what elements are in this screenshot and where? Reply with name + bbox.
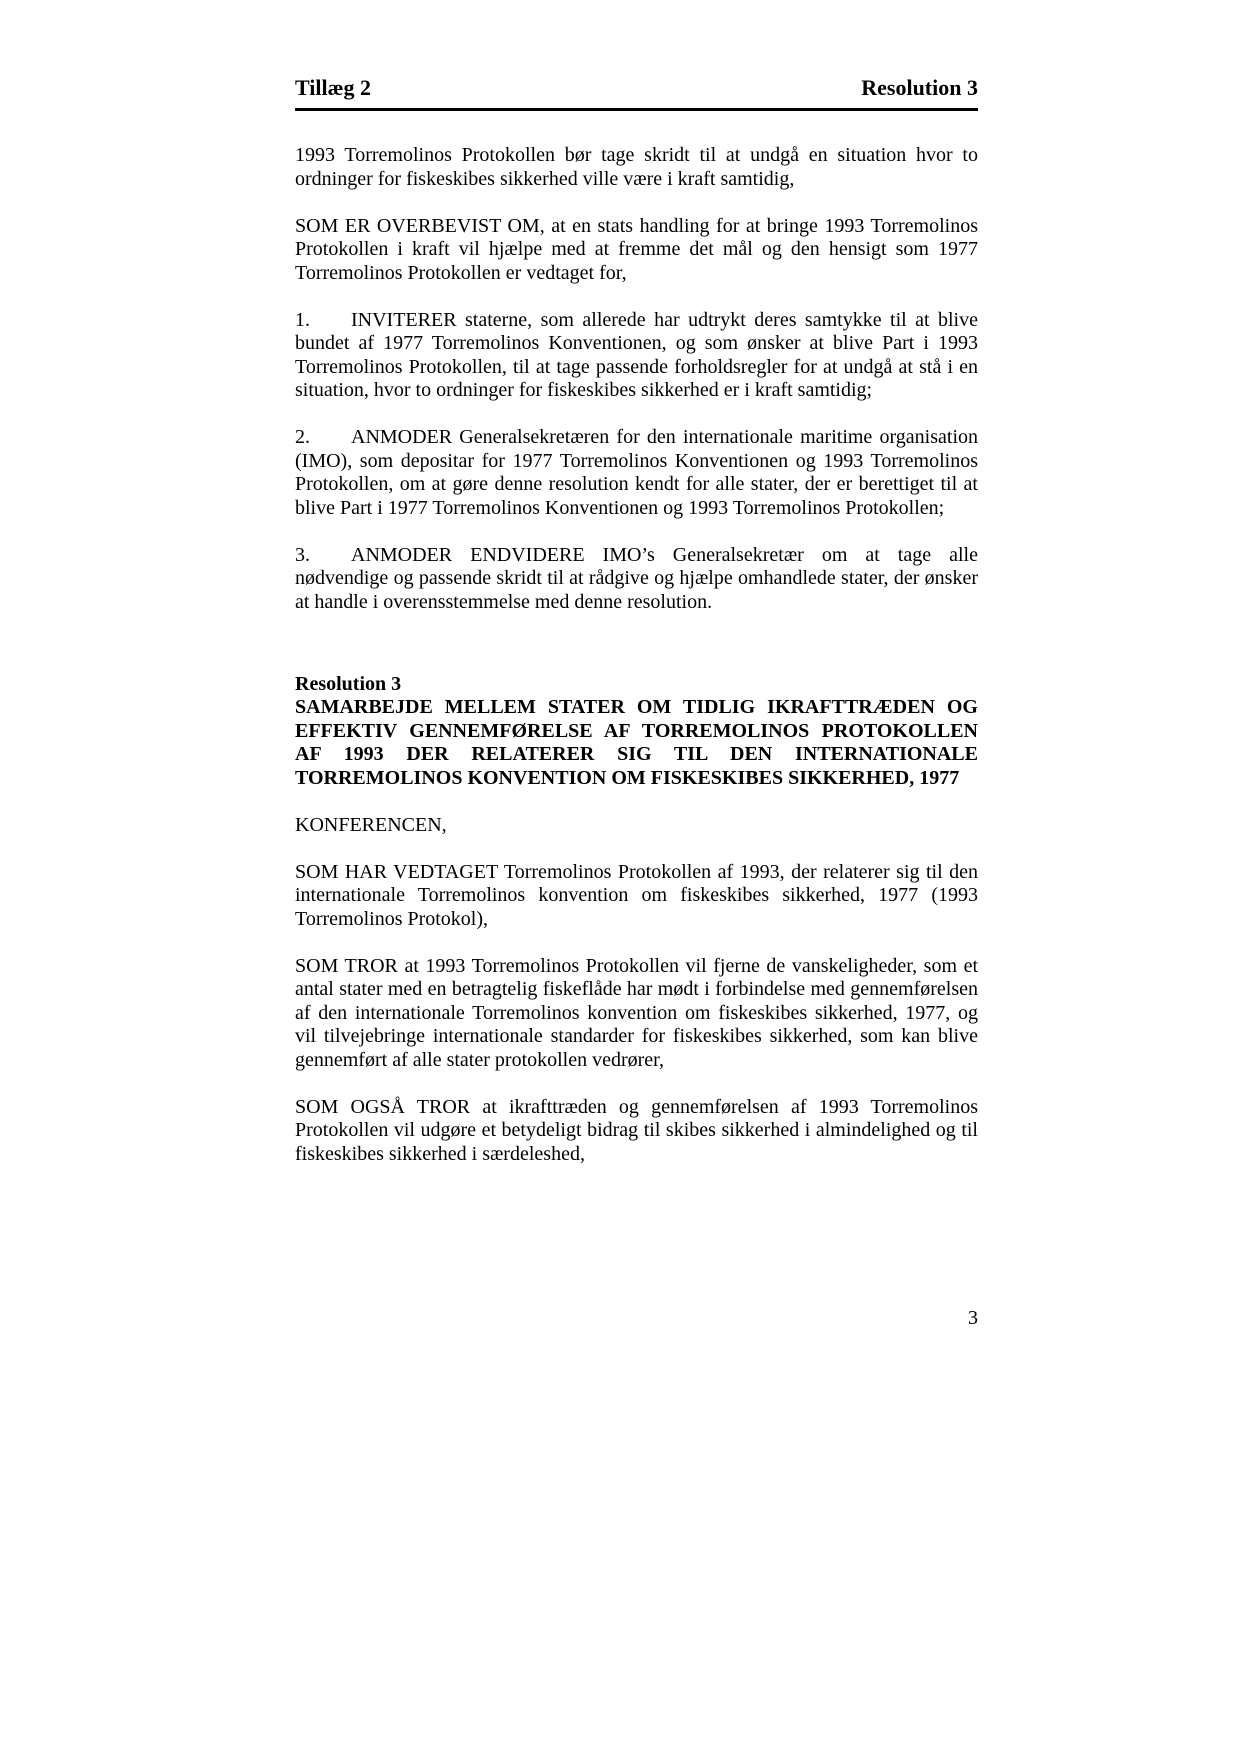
paragraph-number: 2.: [295, 426, 310, 448]
header-left: Tillæg 2: [295, 75, 372, 100]
paragraph-text: ANMODER ENDVIDERE IMO’s Generalsekretær om at tage alle nødvendige og passende skridt til at rådgive og hjælpe omhandlede stater, der ønsker at handle i overensstemmelse med denne resolution.: [295, 543, 978, 613]
paragraph: SOM HAR VEDTAGET Torremolinos Protokollen af 1993, der relaterer sig til den internationale Torremolinos konvention om fiskeskibes sikkerhed, 1977 (1993 Torremolinos Protokol),: [295, 860, 978, 930]
paragraph: 1993 Torremolinos Protokollen bør tage skridt til at undgå en situation hvor to ordninger for fiskeskibes sikkerhed ville være i kraft samtidig,: [295, 144, 978, 190]
paragraph-text: INVITERER staterne, som allerede har udtrykt deres samtykke til at blive bundet af 1977 Torremolinos Konventionen, og som ønsker at blive Part i 1993 Torremolinos Protokollen, til at tage passende forholdsregler for at undgå at stå i en situation, hvor to ordninger for fiskeskibes sikkerhed er i kraft samtidig;: [295, 308, 978, 401]
page-header: [295, 70, 978, 111]
page-number: 3: [968, 1307, 978, 1329]
section-spacer: [295, 638, 978, 673]
section-title: SAMARBEJDE MELLEM STATER OM TIDLIG IKRAFTTRÆDEN OG EFFEKTIV GENNEMFØRELSE AF TORREMOLINOS PROTOKOLLEN AF 1993 DER RELATERER SIG TIL DEN INTERNATIONALE TORREMOLINOS KONVENTION OM FISKESKIBES SIKKERHED, 1977: [295, 696, 978, 789]
numbered-paragraph: [295, 544, 978, 615]
paragraph: SOM TROR at 1993 Torremolinos Protokollen vil fjerne de vanskeligheder, som et antal stater med en betragtelig fiskeflåde har mødt i forbindelse med gennemførelsen af den internationale Torremolinos konvention om fiskeskibes sikkerhed, 1977, og vil tilvejebringe internationale standarder for fiskeskibes sikkerhed, som kan blive gennemført af alle stater protokollen vedrører,: [295, 954, 978, 1071]
header-right: Resolution 3: [861, 75, 978, 100]
paragraph: KONFERENCEN,: [295, 813, 447, 836]
document-body: [295, 144, 978, 1190]
numbered-paragraph: [295, 309, 978, 403]
paragraph: SOM ER OVERBEVIST OM, at en stats handling for at bringe 1993 Torremolinos Protokollen i kraft vil hjælpe med at fremme det mål og den hensigt som 1977 Torremolinos Protokollen er vedtaget for,: [295, 214, 978, 284]
paragraph-text: ANMODER Generalsekretæren for den internationale maritime organisation (IMO), som depositar for 1977 Torremolinos Konventionen og 1993 Torremolinos Protokollen, om at gøre denne resolution kendt for alle stater, der er berettiget til at blive Part i 1977 Torremolinos Konventionen og 1993 Torremolinos Protokollen;: [295, 426, 978, 519]
section-heading: Resolution 3: [295, 672, 402, 695]
paragraph: SOM OGSÅ TROR at ikrafttræden og gennemførelsen af 1993 Torremolinos Protokollen vil udgøre et betydeligt bidrag til skibes sikkerhed i almindelighed og til fiskeskibes sikkerhed i særdeleshed,: [295, 1095, 978, 1165]
numbered-paragraph: [295, 426, 978, 520]
paragraph-number: 3.: [295, 543, 310, 566]
paragraph-number: 1.: [295, 308, 310, 331]
